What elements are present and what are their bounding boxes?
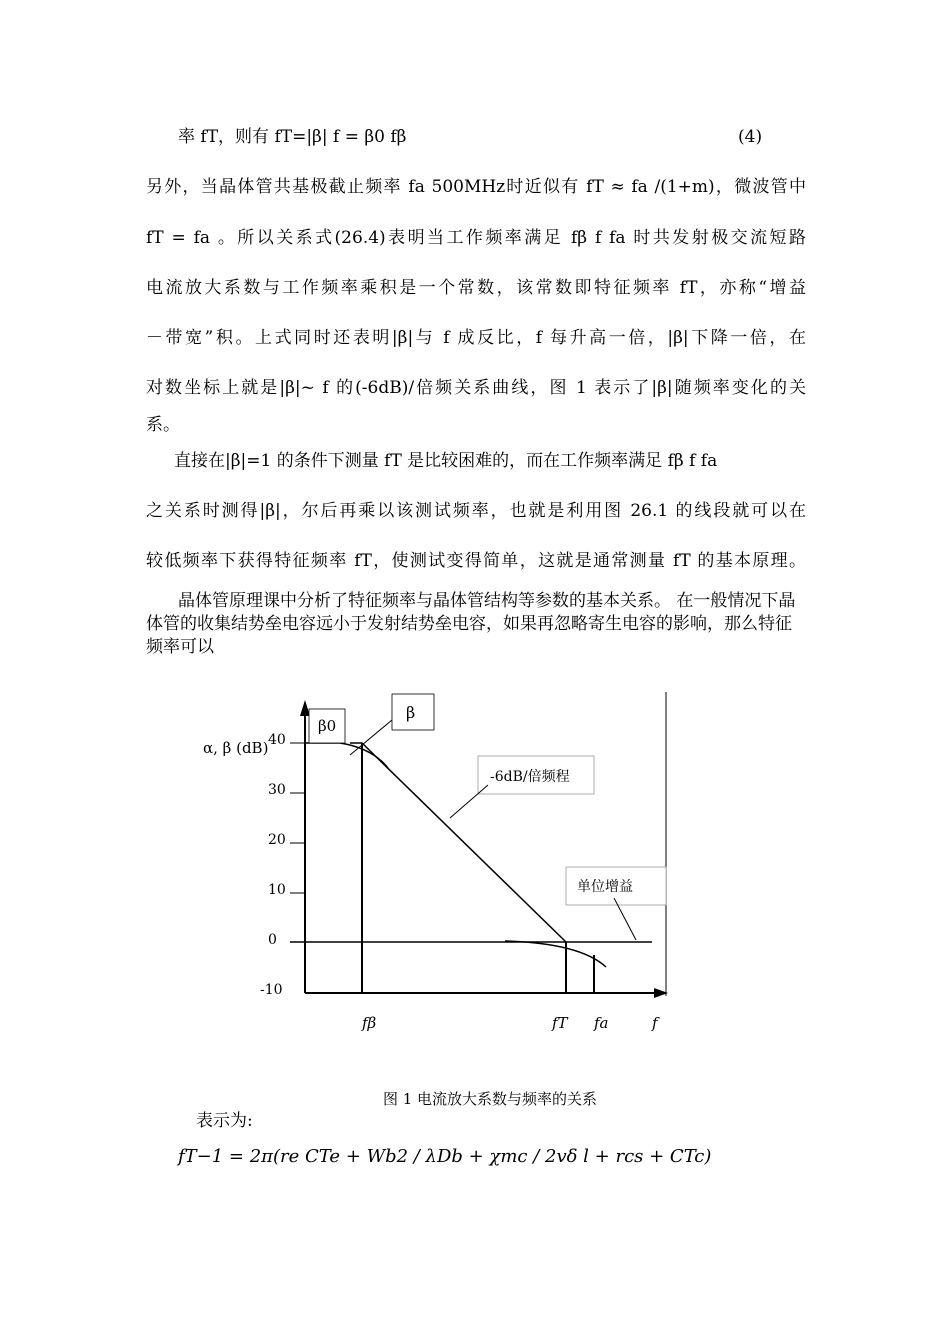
paragraph-structure: 晶体管原理课中分析了特征频率与晶体管结构等参数的基本关系。 在一般情况下晶体管的收集结势垒电容远小于发射结势垒电容，如果再忽略寄生电容的影响，那么特征频率可以 bbox=[146, 591, 796, 657]
text-line-5: －带宽”积。上式同时还表明|β|与 f 成反比，f 每升高一倍，|β|下降一倍，在 bbox=[146, 328, 806, 348]
beta-callout-leader bbox=[350, 720, 392, 755]
y-tick-label: 20 bbox=[268, 832, 286, 848]
text-line-7: 系。 bbox=[146, 415, 180, 435]
y-tick-label: 0 bbox=[268, 932, 277, 948]
text-line-6: 对数坐标上就是|β|~ f 的(-6dB)/倍频关系曲线，图 1 表示了|β|随频率变化的关 bbox=[146, 378, 806, 398]
y-axis-label: α, β (dB) bbox=[203, 739, 269, 757]
y-ticks bbox=[290, 743, 305, 893]
x-axis-label: f bbox=[652, 1014, 658, 1032]
y-axis-arrow bbox=[300, 700, 310, 716]
y-tick-label: 10 bbox=[268, 882, 286, 898]
y-tick-label: -10 bbox=[260, 982, 283, 998]
formula-label: 表示为: bbox=[196, 1111, 253, 1131]
slope-callout-label: -6dB/倍频程 bbox=[490, 769, 570, 785]
beta-callout-label: β bbox=[406, 703, 416, 722]
text-line-3: fT = fa 。所以关系式(26.4)表明当工作频率满足 fβ f fa 时共发射极交流短路 bbox=[146, 228, 806, 248]
figure-caption: 图 1 电流放大系数与频率的关系 bbox=[382, 1090, 598, 1108]
slope-callout-leader bbox=[450, 785, 488, 818]
text-line-4: 电流放大系数与工作频率乘积是一个常数，该常数即特征频率 fT，亦称“增益 bbox=[146, 278, 806, 298]
x-tick-label: fβ bbox=[362, 1014, 377, 1032]
beta0-label: β0 bbox=[318, 717, 337, 735]
x-tick-label: fa bbox=[594, 1014, 609, 1032]
text-line-2: 另外，当晶体管共基极截止频率 fa 500MHz时近似有 fT ≈ fa /(1+m)，微波管中 bbox=[146, 177, 806, 197]
text-line-8: 直接在|β|=1 的条件下测量 fT 是比较困难的，而在工作频率满足 fβ f fa bbox=[174, 451, 718, 471]
unit-gain-callout-label: 单位增益 bbox=[577, 879, 633, 895]
text-line-10: 较低频率下获得特征频率 fT，使测试变得简单，这就是通常测量 fT 的基本原理。 bbox=[146, 551, 806, 571]
x-tick-label: fT bbox=[552, 1014, 568, 1032]
y-tick-label: 30 bbox=[268, 782, 286, 798]
text-line-9: 之关系时测得|β|，尔后再乘以该测试频率，也就是利用图 26.1 的线段就可以在 bbox=[146, 501, 806, 521]
formula: fT−1 = 2π(re CTe + Wb2 / λDb + χmc / 2vδ l + rcs + CTc) bbox=[178, 1146, 712, 1167]
text-line-1: 率 fT，则有 fT=|β| f = β0 fβ bbox=[178, 127, 407, 147]
equation-number: (4) bbox=[738, 127, 763, 147]
alpha-curve bbox=[505, 941, 606, 967]
y-tick-label: 40 bbox=[268, 732, 286, 748]
